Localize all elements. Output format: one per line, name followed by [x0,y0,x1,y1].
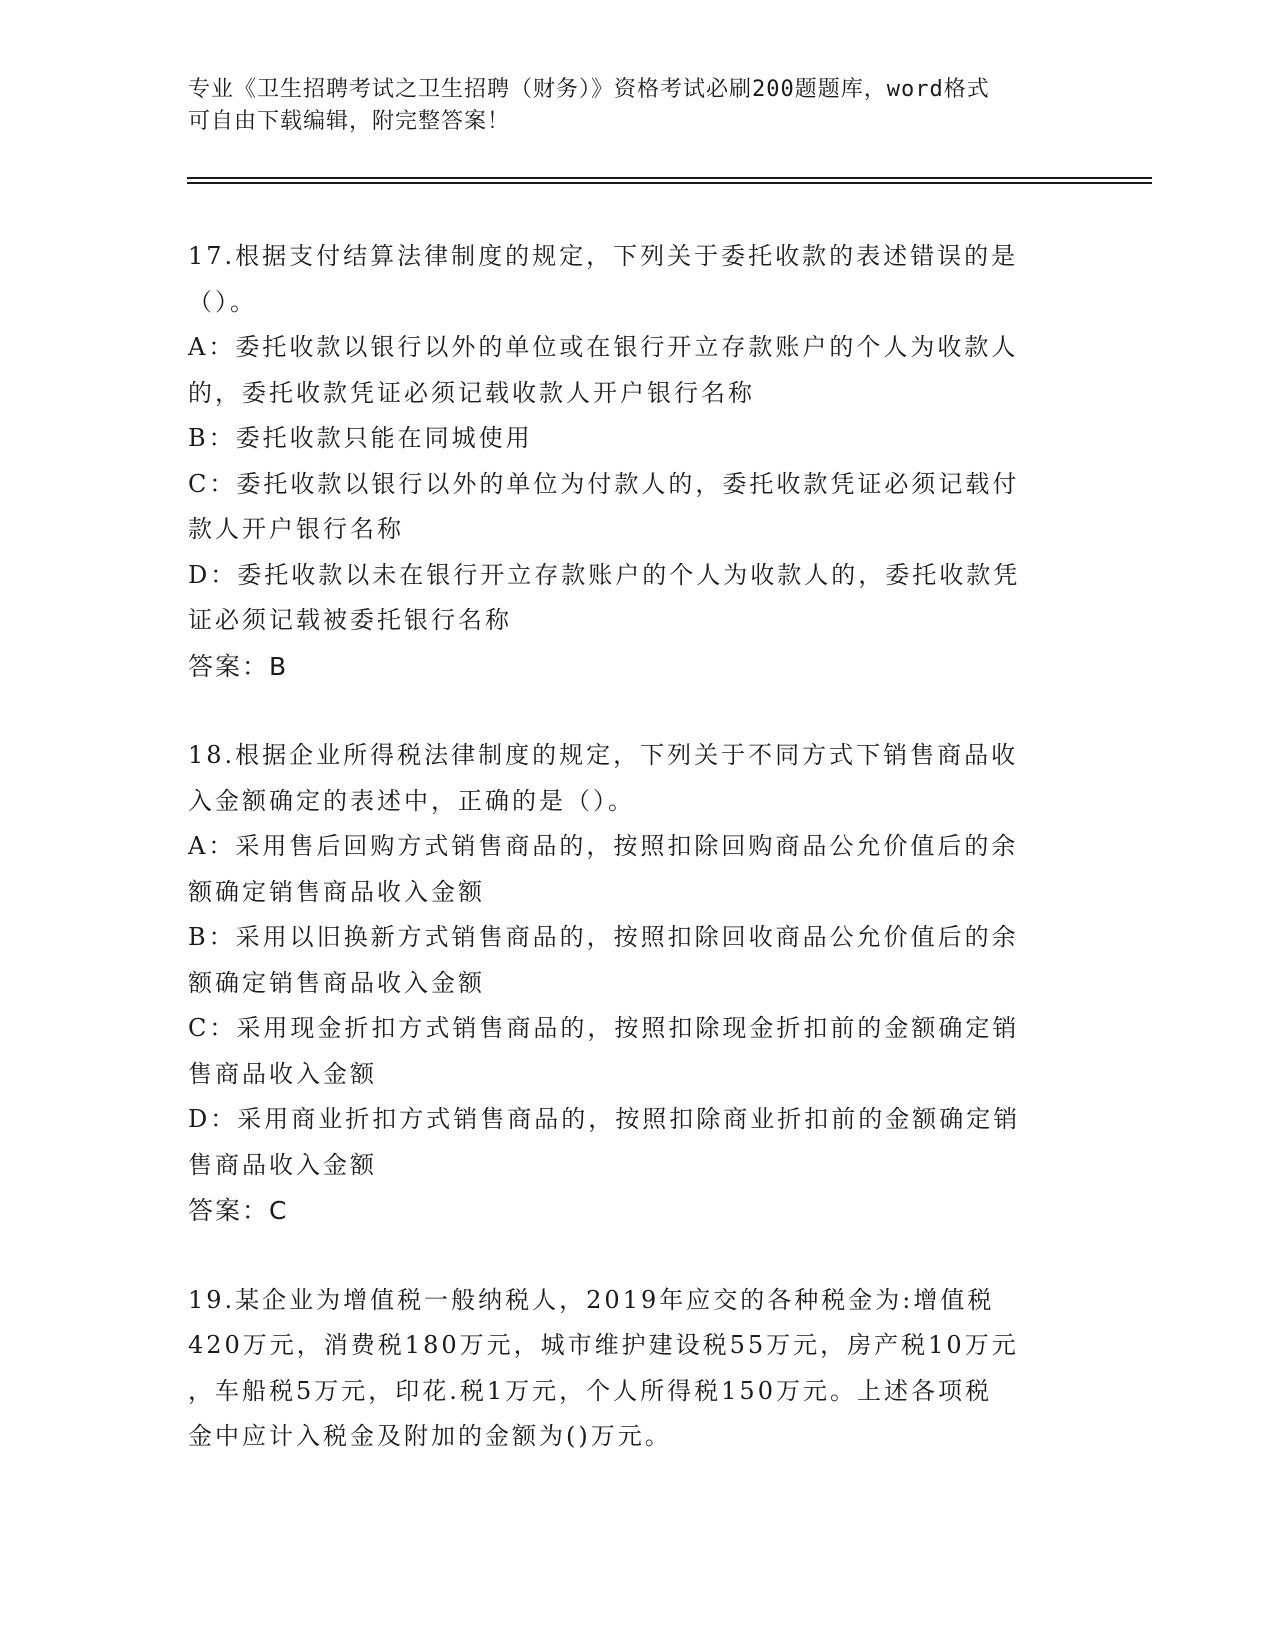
option-a: A：委托收款以银行以外的单位或在银行开立存款账户的个人为收款人 [188,333,1019,361]
question-18 [188,733,1088,1234]
question-stem: （）。 [188,287,257,316]
question-17 [188,234,1088,689]
answer-label: 答案：C [188,1196,289,1225]
question-19 [188,1278,1088,1460]
option-d: D：采用商业折扣方式销售商品的，按照扣除商业折扣前的金额确定销 [188,1105,1021,1133]
option-d: D：委托收款以未在银行开立存款账户的个人为收款人的，委托收款凭 [188,560,1021,589]
option-a: A：采用售后回购方式销售商品的，按照扣除回购商品公允价值后的余 [188,832,1019,860]
header-divider [187,182,1152,184]
option-d: 售商品收入金额 [188,1150,377,1179]
question-stem: 17.根据支付结算法律制度的规定，下列关于委托收款的表述错误的是 [188,242,1019,270]
option-b: B：委托收款只能在同城使用 [188,424,533,452]
answer-label: 答案：B [188,651,289,681]
option-b: B：采用以旧换新方式销售商品的，按照扣除回收商品公允价值后的余 [188,923,1019,951]
question-list [188,234,1088,1460]
option-c: C：委托收款以银行以外的单位为付款人的，委托收款凭证必须记载付 [188,469,1020,498]
question-stem: ，车船税5万元，印花.税1万元，个人所得税150万元。上述各项税 [188,1376,992,1405]
question-stem: 金中应计入税金及附加的金额为()万元。 [188,1422,672,1450]
header-line: 可自由下载编辑，附完整答案！ [188,109,511,134]
option-d: 证必须记载被委托银行名称 [188,606,512,634]
question-stem: 19.某企业为增值税一般纳税人，2019年应交的各种税金为:增值税 [188,1285,995,1314]
option-b: 额确定销售商品收入金额 [188,968,485,997]
question-stem: 入金额确定的表述中，正确的是（）。 [188,786,635,815]
option-c: 款人开户银行名称 [188,515,404,543]
option-c: C：采用现金折扣方式销售商品的，按照扣除现金折扣前的金额确定销 [188,1014,1020,1042]
option-c: 售商品收入金额 [188,1059,377,1088]
question-stem: 18.根据企业所得税法律制度的规定，下列关于不同方式下销售商品收 [188,741,1019,769]
option-a: 额确定销售商品收入金额 [188,877,485,906]
document-header [188,74,1088,138]
option-a: 的，委托收款凭证必须记载收款人开户银行名称 [188,378,755,407]
header-divider [187,177,1152,179]
question-stem: 420万元，消费税180万元，城市维护建设税55万元，房产税10万元 [188,1331,1019,1359]
header-line: 专业《卫生招聘考试之卫生招聘（财务）》资格考试必刷200题题库，word格式 [188,77,990,102]
